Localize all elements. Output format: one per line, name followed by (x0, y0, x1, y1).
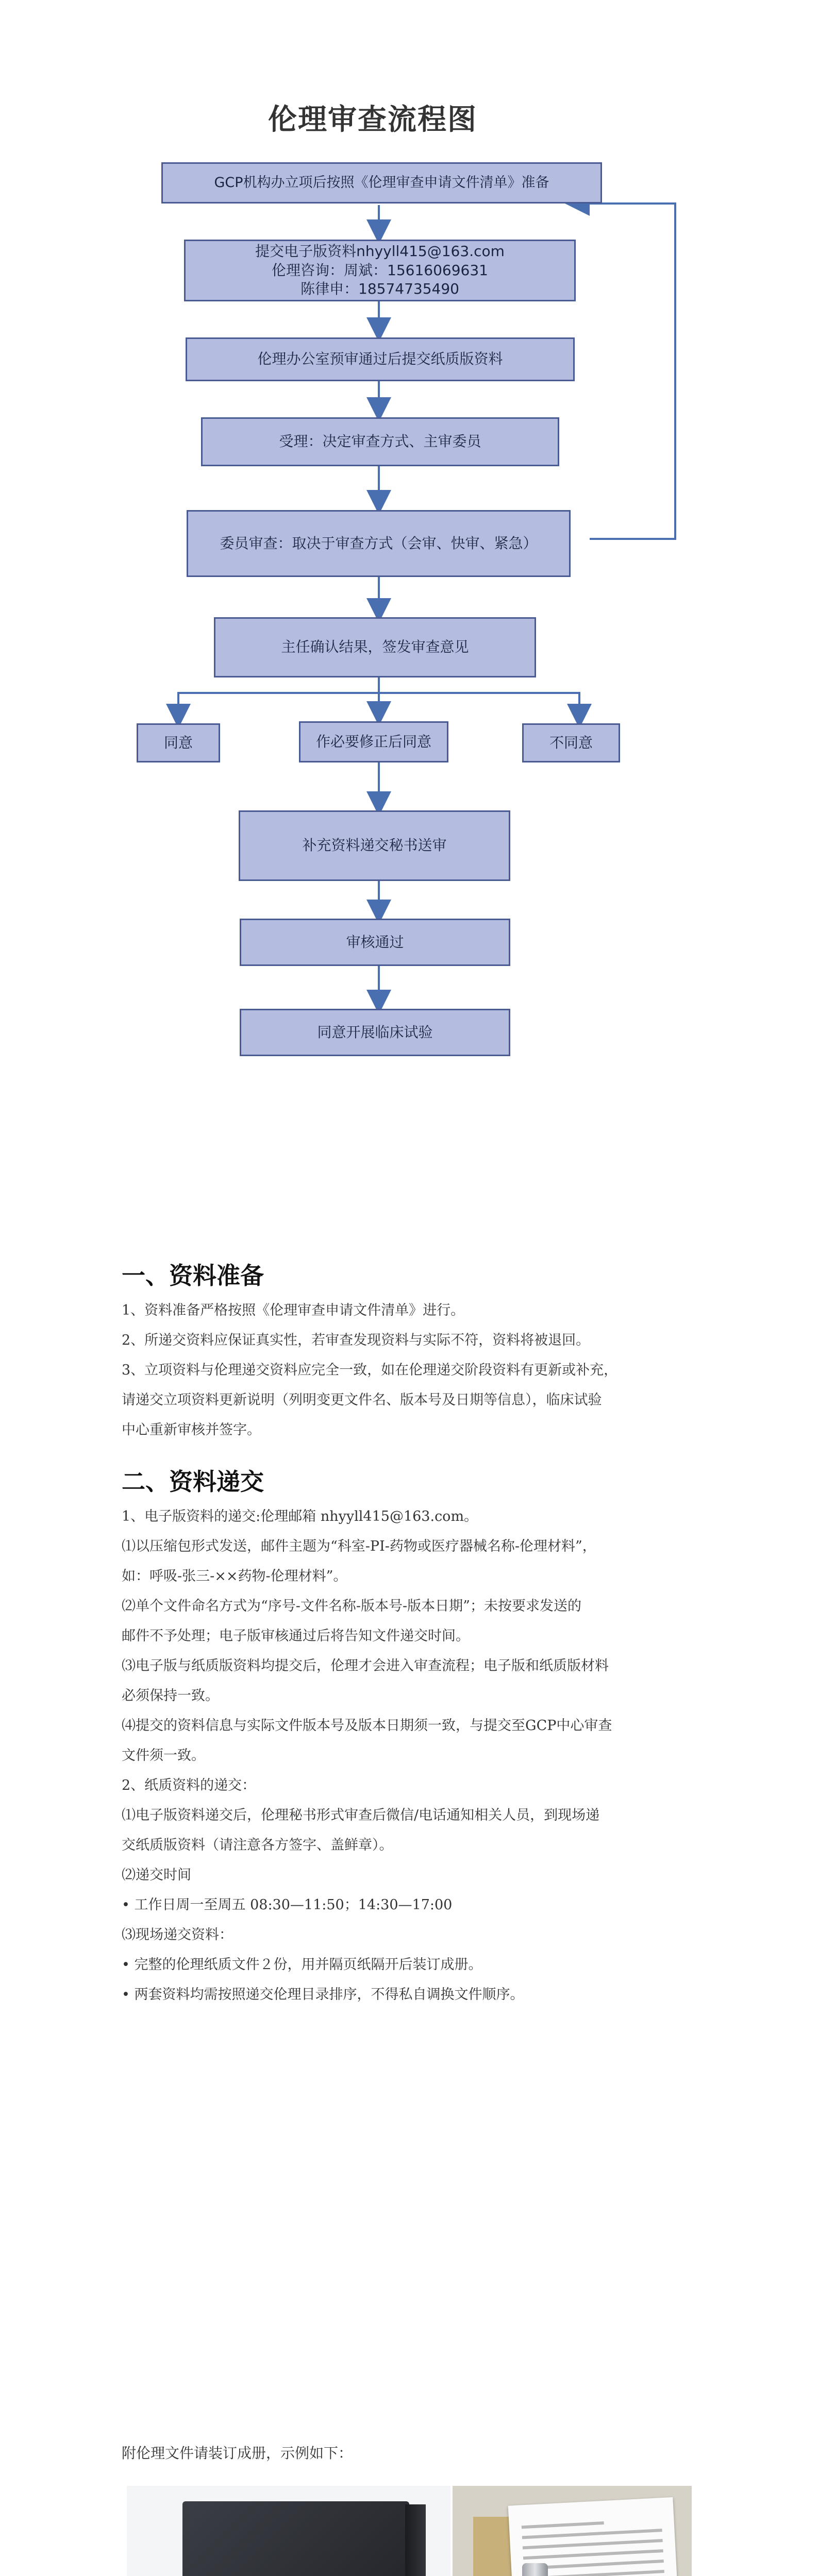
section1-line: 中心重新审核并签字。 (122, 1422, 261, 1438)
step-review: 委员审查：取决于审查方式（会审、快审、紧急） (187, 510, 571, 577)
section2-line: 邮件不予处理；电子版审核通过后将告知文件递交时间。 (122, 1628, 470, 1644)
submit-contact-2: 陈律申：18574735490 (301, 280, 459, 298)
section2-line: ⑶现场递交资料： (122, 1927, 233, 1943)
section2-line: • 工作日周一至周五 08:30—11:50；14:30—17:00 (122, 1897, 453, 1913)
section1-heading: 一、资料准备 (122, 1262, 264, 1290)
section2-line: 必须保持一致。 (122, 1688, 219, 1704)
section2-line: 交纸质版资料（请注意各方签字、盖鲜章）。 (122, 1837, 393, 1853)
section1-line: 请递交立项资料更新说明（列明变更文件名、版本号及日期等信息），临床试验 (122, 1392, 602, 1408)
section2-line: ⑶电子版与纸质版资料均提交后，伦理才会进入审查流程；电子版和纸质版材料 (122, 1658, 609, 1674)
step-supplement: 补充资料递交秘书送审 (239, 810, 510, 881)
submit-contact-1: 伦理咨询：周斌：15616069631 (272, 261, 488, 279)
section2-line: 2、纸质资料的递交： (122, 1777, 256, 1793)
binder-spine (405, 2504, 426, 2576)
step-approve-trial: 同意开展临床试验 (240, 1009, 510, 1056)
documents-photo (453, 2486, 692, 2576)
step-submit (184, 240, 576, 301)
section2-line: 文件须一致。 (122, 1748, 205, 1764)
step-disagree: 不同意 (522, 723, 620, 762)
step-prepare: GCP机构办立项后按照《伦理审查申请文件清单》准备 (161, 162, 602, 204)
submit-email: 提交电子版资料nhyyll415@163.com (255, 243, 505, 260)
section1-line: 3、立项资料与伦理递交资料应完全一致，如在伦理递交阶段资料有更新或补充， (122, 1362, 618, 1378)
step-modify-agree: 作必要修正后同意 (299, 721, 448, 762)
section2-line: ⑵单个文件命名方式为“序号-文件名称-版本号-版本日期”；未按要求发送的 (122, 1598, 581, 1614)
section2-line: ⑷提交的资料信息与实际文件版本号及版本日期须一致，与提交至GCP中心审查 (122, 1718, 612, 1734)
flow-title: 伦理审查流程图 (268, 103, 477, 137)
section2-line: ⑴电子版资料递交后，伦理秘书形式审查后微信/电话通知相关人员，到现场递 (122, 1807, 600, 1823)
section2-heading: 二、资料递交 (122, 1468, 264, 1496)
step-accept: 受理：决定审查方式、主审委员 (201, 417, 559, 466)
attachment-caption: 附伦理文件请装订成册，示例如下： (122, 2445, 353, 2462)
section2-line: • 两套资料均需按照递交伦理目录排序，不得私自调换文件顺序。 (122, 1987, 524, 2003)
binder-photo (127, 2486, 450, 2576)
step-passed: 审核通过 (240, 919, 510, 966)
binder-cover (182, 2501, 409, 2576)
section1-line: 2、所递交资料应保证真实性，若审查发现资料与实际不符，资料将被退回。 (122, 1332, 590, 1348)
section2-line: ⑴以压缩包形式发送，邮件主题为“科室-PI-药物或医疗器械名称-伦理材料”， (122, 1538, 596, 1554)
section1-line: 1、资料准备严格按照《伦理审查申请文件清单》进行。 (122, 1302, 465, 1318)
step-precheck: 伦理办公室预审通过后提交纸质版资料 (186, 337, 575, 381)
binder-clip-icon (522, 2563, 548, 2576)
section2-line: • 完整的伦理纸质文件２份，用并隔页纸隔开后装订成册。 (122, 1957, 482, 1973)
section2-body (122, 1502, 694, 2010)
section2-line: 如：呼吸-张三-××药物-伦理材料”。 (122, 1568, 347, 1584)
step-confirm: 主任确认结果，签发审查意见 (214, 617, 536, 677)
section1-body (122, 1296, 694, 1445)
step-agree: 同意 (137, 723, 220, 762)
section2-line: ⑵递交时间 (122, 1867, 191, 1883)
section2-line: 1、电子版资料的递交:伦理邮箱 nhyyll415@163.com。 (122, 1509, 478, 1524)
